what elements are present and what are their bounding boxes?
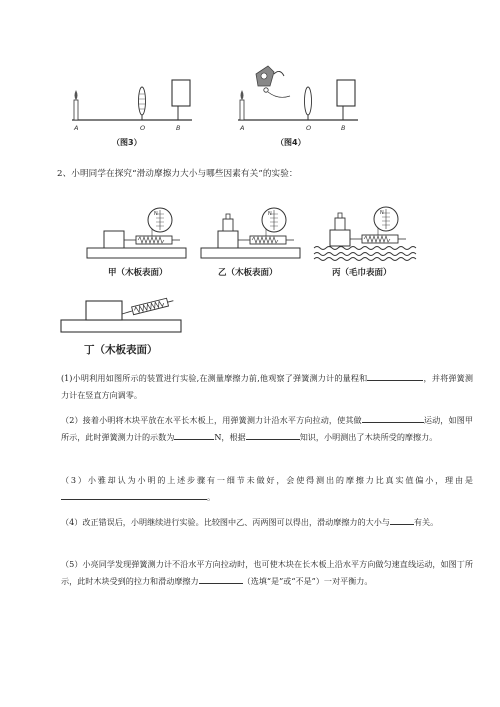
answer-blank[interactable] [367,370,423,381]
answer-blank[interactable] [246,429,300,440]
experiment-caption: 丙（毛巾表面） [332,268,392,278]
experiment-caption: 丁（木板表面） [84,344,158,356]
sub-question-3: （3）小雅却认为小明的上述步骤有一细节未做好，会使得测出的摩擦力比真实值偏小，理由是。 [61,475,473,502]
dial-gauge-icon [262,208,286,236]
experiment-figure-ding [60,292,184,334]
point-label-a: A [240,124,245,132]
experiment-caption: 甲（木板表面） [108,268,168,278]
svg-text:N: N [154,211,158,217]
answer-blank[interactable] [199,573,243,584]
sub-question-5: （5）小亮同学发现弹簧测力计不沿水平方向拉动时，也可使木块在长木板上沿水平方向做匀速直线运动，如图丁所示，此时木块受到的拉力和滑动摩擦力 （选填“是”或“不是”）一对平衡力。 [61,559,473,586]
experiment-figure-yi [200,204,302,260]
answer-blank[interactable] [61,489,207,500]
question-title: 2、小明同学在探究“滑动摩擦力大小与哪些因素有关”的实验： [57,169,298,179]
svg-text:N: N [268,211,272,217]
svg-text:N: N [380,210,384,216]
sub-question-4: （4）改正错误后，小明继续进行实验。比较图中乙、丙两图可以得出，滑动摩擦力的大小与 有关。 [61,514,473,531]
figure-caption: （图3） [112,138,142,147]
answer-blank[interactable] [390,514,414,525]
point-label-a: A [74,124,79,132]
sub-question-1: (1)小明利用如图所示的装置进行实验,在测量摩擦力前,他观察了弹簧测力计的量程和 ，并将弹簧测力计在竖直方向调零。 [61,370,473,404]
sub-question-2: （2）接着小明将木块平放在水平长木板上，用弹簧测力计沿水平方向拉动，使其做 运动，如图甲所示，此时弹簧测力计的示数为 N，根据 知识，小明测出了木块所受的摩擦力。 [61,412,473,446]
experiment-figure-jia [86,204,188,260]
experiment-figure-bing [312,204,418,262]
point-label-o: O [140,124,146,132]
experiment-caption: 乙（木板表面） [218,268,278,278]
optics-figure-4 [234,62,364,150]
answer-blank[interactable] [174,429,214,440]
dial-gauge-icon [374,207,398,235]
point-label-b: B [176,124,181,132]
answer-blank[interactable] [362,412,424,423]
dial-gauge-icon [148,208,172,236]
figure-caption: （图4） [276,138,306,147]
eye-icon [256,66,290,97]
point-label-o: O [306,124,312,132]
optics-figure-3 [68,70,198,150]
point-label-b: B [341,124,346,132]
